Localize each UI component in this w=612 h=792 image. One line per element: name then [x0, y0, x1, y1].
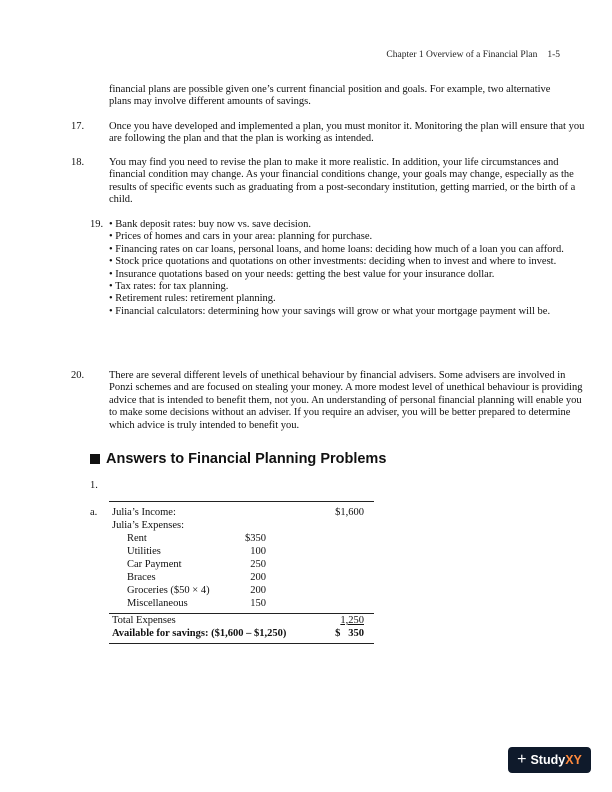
expense-label: Groceries ($50 × 4) [127, 585, 210, 596]
item-text: You may find you need to revise the plan to make it more realistic. In addition, your life circumstances and financial condition may change. As your financial conditions change, your goals may change, especially as the results of specific events such as graduating from a post-secondary institution, getting married, or the birth of a child. [109, 157, 576, 206]
expense-value: 150 [250, 598, 266, 609]
item-text: There are several different levels of unethical behaviour by financial advisers. Some advisers are involved in Ponzi schemes and are focused on stealing your money. A more modest level of unethical behaviour is providing advice that is intended to benefit them, not you. An understanding of personal financial planning will enable you to make some decisions without an adviser. If you require an adviser, you will be better prepared to determine which advice is truly intended to benefit you. [109, 370, 583, 431]
table-bottom-rule [109, 643, 374, 644]
list-item: • Prices of homes and cars in your area: planning for purchase. [109, 231, 373, 243]
item-number: 18. [71, 157, 85, 168]
expense-label: Car Payment [127, 559, 182, 570]
bullet-list [109, 219, 570, 318]
brand-study: Study [530, 753, 566, 767]
total-value: 1,250 [340, 615, 364, 626]
problem-number: 1. [90, 480, 98, 491]
expense-value: 200 [250, 585, 266, 596]
expense-label: Braces [127, 572, 156, 583]
item-number: 17. [71, 121, 85, 132]
continued-paragraph: financial plans are possible given one’s current financial position and goals. For example, two alternative plans may involve different amounts of savings. [109, 84, 551, 108]
list-item: • Financial calculators: determining how your savings will grow or what your mortgage payment will be. [109, 305, 551, 317]
page-header [386, 50, 560, 60]
list-item: • Bank deposit rates: buy now vs. save decision. [109, 219, 311, 230]
answer-17 [71, 121, 589, 146]
studyxy-badge[interactable] [508, 747, 591, 773]
expense-value: 100 [250, 546, 266, 557]
table-top-rule [109, 501, 374, 502]
item-number: 19. [90, 219, 104, 230]
list-item: • Insurance quotations based on your needs: getting the best value for your insurance dollar. [109, 268, 495, 280]
available-value: $ 350 [335, 628, 364, 639]
expense-value: 200 [250, 572, 266, 583]
section-heading-text: Answers to Financial Planning Problems [106, 451, 387, 467]
answer-18 [71, 157, 589, 207]
item-text: Once you have developed and implemented a plan, you must monitor it. Monitoring the plan will ensure that you are following the plan and that the plan is working as intended. [109, 121, 585, 145]
income-value: $1,600 [335, 507, 364, 518]
part-label: a. [90, 507, 98, 518]
list-item: • Retirement rules: retirement planning. [109, 293, 276, 305]
income-label: Julia’s Income: [112, 507, 176, 518]
expense-label: Rent [127, 533, 147, 544]
answer-20 [71, 370, 589, 432]
expenses-label: Julia’s Expenses: [112, 520, 185, 531]
expense-label: Utilities [127, 546, 161, 557]
expense-value: 250 [250, 559, 266, 570]
list-item: • Stock price quotations and quotations on other investments: deciding when to invest and where to invest. [109, 256, 557, 268]
brand-xy: XY [565, 753, 582, 767]
plus-icon: + [517, 751, 527, 768]
total-rule [109, 613, 374, 614]
answer-19 [90, 219, 570, 318]
page-number: 1-5 [547, 50, 560, 60]
expense-value: $350 [245, 533, 266, 544]
square-bullet-icon [90, 454, 100, 464]
expense-label: Miscellaneous [127, 598, 188, 609]
section-heading [90, 451, 386, 467]
chapter-title: Chapter 1 Overview of a Financial Plan [386, 50, 538, 60]
item-number: 20. [71, 370, 85, 381]
list-item: • Tax rates: for tax planning. [109, 281, 229, 293]
available-label: Available for savings: ($1,600 – $1,250) [112, 628, 287, 639]
list-item: • Financing rates on car loans, personal loans, and home loans: deciding how much of a loan you can afford. [109, 243, 564, 255]
total-label: Total Expenses [112, 615, 176, 626]
